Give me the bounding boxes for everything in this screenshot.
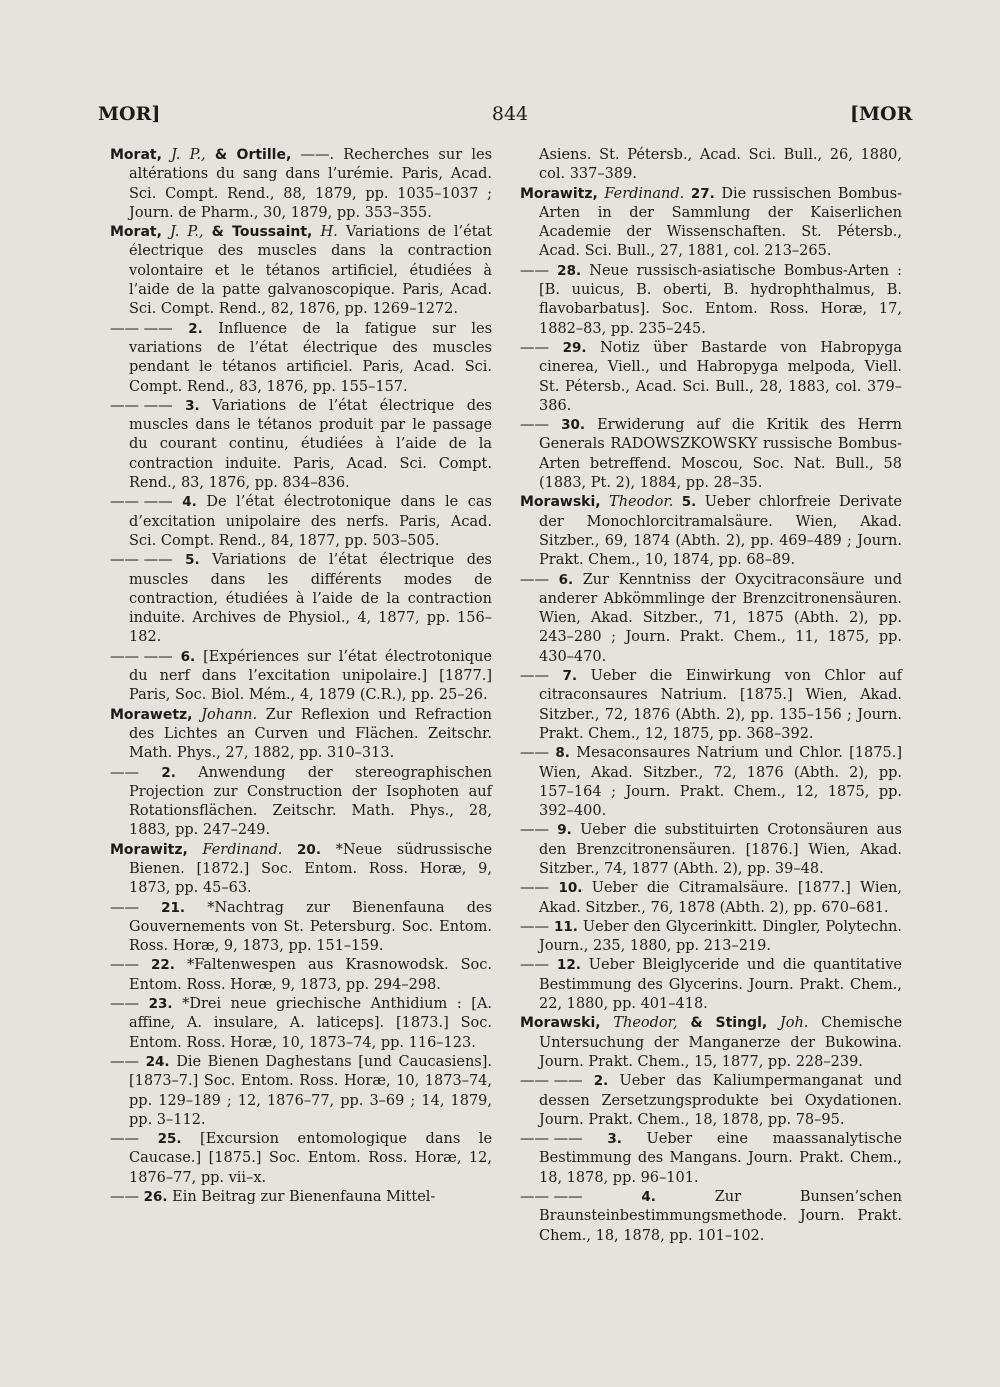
coauthor-forename: H. xyxy=(320,224,338,241)
entry-number: 12. xyxy=(556,957,581,974)
entry-text: Mesaconsaures Natrium und Chlor. [1875.] Wien, Akad. Sitzber., 72, 1876 (Abth. 2), pp. 157–164 ; Journ. Prakt. Chem., 12, 1875, pp. 392–400. xyxy=(539,745,903,820)
ditto-dash: —— xyxy=(110,1189,139,1206)
bibliography-entry xyxy=(520,416,902,493)
author-forename: J. P., xyxy=(170,224,204,241)
author-forename: Theodor. xyxy=(609,494,674,511)
entry-text: Ueber chlorfreie Derivate der Monochlorcitramalsäure. Wien, Akad. Sitzber., 69, 1874 (Abth. 2), pp. 469–489 ; Journ. Prakt. Chem., 10, 1874, pp. 68–89. xyxy=(539,494,902,569)
ditto-dash: —— xyxy=(520,668,549,685)
entry-number: 8. xyxy=(555,745,570,762)
ditto-dash: —— xyxy=(520,417,549,434)
coauthor-name: & Ortille, xyxy=(214,147,292,163)
bibliography-entry xyxy=(110,899,492,957)
ditto-dash: —— xyxy=(110,899,139,916)
bibliography-entry xyxy=(110,397,492,493)
ditto-dash: —— xyxy=(110,996,139,1013)
ditto-dash: —— xyxy=(110,1131,139,1148)
entry-text: *Nachtrag zur Bienenfauna des Gouvernements von St. Petersburg. Soc. Entom. Ross. Horæ, 9, 1873, pp. 151–159. xyxy=(129,899,493,955)
right-column xyxy=(520,146,902,1246)
bibliography-entry xyxy=(110,1130,492,1188)
entry-text: *Drei neue griechische Anthidium : [A. affine, A. insulare, A. laticeps]. [1873.] Soc. Entom. Ross. Horæ, 10, 1873–74, pp. 116–123. xyxy=(129,996,493,1051)
ditto-dash: —— xyxy=(520,822,549,839)
entry-text: Neue russisch-asiatische Bombus-Arten : [B. uuicus, B. oberti, B. hydrophthalmus, B. flavobarbatus]. Soc. Entom. Ross. Horæ, 17, 1882–83, pp. 235–245. xyxy=(539,262,902,337)
entry-text: Ueber den Glycerinkitt. Dingler, Polytechn. Journ., 235, 1880, pp. 213–219. xyxy=(539,918,902,955)
ditto-dash: —— xyxy=(520,745,549,762)
bibliography-entry xyxy=(110,1053,492,1130)
entry-number: 2. xyxy=(161,764,176,781)
entry-number: 11. xyxy=(554,918,578,935)
entry-text: *Faltenwespen aus Krasnowodsk. Soc. Entom. Ross. Horæ, 9, 1873, pp. 294–298. xyxy=(129,957,492,993)
ditto-dash: —— xyxy=(520,262,549,279)
author-forename: Ferdinand. xyxy=(202,841,283,858)
bibliography-entry xyxy=(110,146,492,223)
bibliography-entry xyxy=(110,648,492,706)
entry-number: 6. xyxy=(180,648,196,665)
entry-number: 9. xyxy=(557,822,572,839)
entry-number: 21. xyxy=(161,899,186,916)
entry-text: Die Bienen Daghestans [und Caucasiens]. [1873–7.] Soc. Entom. Ross. Horæ, 10, 1873–74, pp. 129–189 ; 12, 1876–77, pp. 3–69 ; 14, 1879, pp. 3–112. xyxy=(129,1053,493,1128)
entry-number: 27. xyxy=(690,185,715,202)
entry-text: Ein Beitrag zur Bienenfauna Mittel- xyxy=(172,1189,436,1206)
entry-text: Ueber die Einwirkung von Chlor auf citraconsaures Natrium. [1875.] Wien, Akad. Sitzber., 72, 1876 (Abth. 2), pp. 135–156 ; Journ. Prakt. Chem., 12, 1875, pp. 368–392. xyxy=(539,668,903,742)
entry-number: 20. xyxy=(297,841,321,858)
entry-text: Influence de la fatigue sur les variations de l’état électrique des muscles pendant le tétanos artificiel. Paris, Acad. Sci. Compt. Rend., 83, 1876, pp. 155–157. xyxy=(129,320,493,395)
entry-number: 5. xyxy=(185,552,200,569)
bibliography-entry xyxy=(520,667,902,744)
entry-text: Anwendung der stereographischen Projection zur Construction der Isophoten auf Rotationsflächen. Zeitschr. Math. Phys., 28, 1883, pp. 247–249. xyxy=(129,764,492,839)
ditto-dash: —— xyxy=(110,764,139,781)
bibliography-entry xyxy=(520,339,902,416)
ditto-dash: —— —— xyxy=(110,397,173,414)
bibliography-entry xyxy=(110,995,492,1053)
running-head-right: [MOR xyxy=(850,103,913,125)
entry-text: Variations de l’état électrique des muscles dans la contraction volontaire et le tétanos artificiel, étudiées à l’aide de la patte galvanoscopique. Paris, Acad. Sci. Compt. Rend., 82, 1876, pp. 1269–1272. xyxy=(129,224,493,318)
ditto-dash: —— —— xyxy=(110,552,173,569)
entry-text: Ueber Bleiglyceride und die quantitative Bestimmung des Glycerins. Journ. Prakt. Chem., 22, 1880, pp. 401–418. xyxy=(539,957,903,1013)
bibliography-entry xyxy=(520,744,902,821)
bibliography-entry xyxy=(520,571,902,667)
bibliography-entry xyxy=(520,1014,902,1072)
entry-number: 29. xyxy=(562,339,587,356)
bibliography-entry xyxy=(110,764,492,841)
author-name: Morawitz, xyxy=(520,185,598,202)
entry-number: 5. xyxy=(681,494,697,511)
author-name: Morawski, xyxy=(520,1015,601,1032)
author-name: Morawetz, xyxy=(110,706,193,723)
ditto-dash: —— —— xyxy=(520,1131,583,1148)
entry-number: 10. xyxy=(558,880,583,897)
bibliography-entry xyxy=(520,1188,902,1246)
entry-number: 24. xyxy=(145,1053,170,1070)
entry-number: 7. xyxy=(562,668,578,685)
entry-number: 25. xyxy=(157,1131,182,1148)
entry-text: Chemische Untersuchung der Manganerze der Bukowina. Journ. Prakt. Chem., 15, 1877, pp. 228–239. xyxy=(539,1015,903,1070)
entry-text: ——. Recherches sur les altérations du sang dans l’urémie. Paris, Acad. Sci. Compt. Rend., 88, 1879, pp. 1035–1037 ; Journ. de Pharm., 30, 1879, pp. 353–355. xyxy=(129,147,493,221)
coauthor-forename: Joh. xyxy=(779,1015,809,1032)
bibliography-entry xyxy=(110,841,492,899)
ditto-dash: —— xyxy=(110,957,139,974)
ditto-dash: —— —— xyxy=(520,1189,583,1206)
coauthor-name: & Stingl, xyxy=(690,1015,768,1032)
ditto-dash: —— xyxy=(110,1053,139,1070)
bibliography-entry xyxy=(110,551,492,647)
running-head-left: MOR] xyxy=(98,103,161,125)
entry-text: Notiz über Bastarde von Habropyga cinerea, Viell., und Habropyga melpoda, Viell. St. Pétersb., Acad. Sci. Bull., 28, 1883, col. 379–386. xyxy=(539,339,903,414)
bibliography-entry xyxy=(520,918,902,957)
bibliography-entry xyxy=(520,1130,902,1188)
entry-text: Erwiderung auf die Kritik des Herrn Generals RADOWSZKOWSKY russische Bombus-Arten betreffend. Moscou, Soc. Nat. Bull., 58 (1883, Pt. 2), 1884, pp. 28–35. xyxy=(539,417,902,492)
entry-text: Ueber die Citramalsäure. [1877.] Wien, Akad. Sitzber., 76, 1878 (Abth. 2), pp. 670–681. xyxy=(539,880,902,916)
ditto-dash: —— xyxy=(520,339,549,356)
author-forename: Johann. xyxy=(201,706,258,723)
left-column xyxy=(110,146,492,1207)
entry-number: 22. xyxy=(151,957,175,974)
bibliography-entry xyxy=(520,185,902,262)
bibliography-entry xyxy=(110,1188,492,1207)
ditto-dash: —— —— xyxy=(110,320,173,337)
coauthor-name: & Toussaint, xyxy=(211,224,313,241)
entry-text: [Expériences sur l’état électrotonique du nerf dans l’excitation unipolaire.] [1877.] Paris, Soc. Biol. Mém., 4, 1879 (C.R.), pp. 25–26. xyxy=(129,648,493,704)
entry-text: Variations de l’état électrique des muscles dans les différents modes de contraction, étudiées à l’aide de la contraction induite. Archives de Physiol., 4, 1877, pp. 156–182. xyxy=(129,552,492,646)
author-name: Morawski, xyxy=(520,494,601,511)
entry-text: Variations de l’état électrique des muscles dans le tétanos produit par le passage du courant continu, étudiées à l’aide de la contraction induite. Paris, Acad. Sci. Compt. Rend., 83, 1876, pp. 834–836. xyxy=(129,397,492,492)
ditto-dash: —— —— xyxy=(110,494,173,511)
entry-text: Die russischen Bombus-Arten in der Sammlung der Kaiserlichen Academie der Wissenschaften. St. Pétersb., Acad. Sci. Bull., 27, 1881, col. 213–265. xyxy=(539,185,902,260)
bibliography-entry xyxy=(520,262,902,339)
entry-text: Zur Bunsen’schen Braunsteinbestimmungsmethode. Journ. Prakt. Chem., 18, 1878, pp. 101–102. xyxy=(539,1189,902,1244)
entry-number: 4. xyxy=(641,1189,656,1206)
author-forename: Theodor, xyxy=(613,1015,678,1032)
entry-text: [Excursion entomologique dans le Caucase.] [1875.] Soc. Entom. Ross. Horæ, 12, 1876–77, pp. vii–x. xyxy=(129,1131,493,1186)
bibliography-entry xyxy=(520,879,902,918)
bibliography-entry xyxy=(110,706,492,764)
entry-text: Ueber eine maassanalytische Bestimmung des Mangans. Journ. Prakt. Chem., 18, 1878, pp. 96–101. xyxy=(539,1131,903,1186)
entry-number: 6. xyxy=(558,571,574,588)
ditto-dash: —— xyxy=(520,957,549,974)
entry-text: Zur Kenntniss der Oxycitraconsäure und anderer Abkömmlinge der Brenzcitronensäuren. Wien, Akad. Sitzber., 71, 1875 (Abth. 2), pp. 243–280 ; Journ. Prakt. Chem., 11, 1875, pp. 430–470. xyxy=(539,571,903,665)
ditto-dash: —— xyxy=(520,880,549,897)
entry-text: *Neue südrussische Bienen. [1872.] Soc. Entom. Ross. Horæ, 9, 1873, pp. 45–63. xyxy=(129,841,493,897)
bibliography-entry xyxy=(110,956,492,995)
entry-text: De l’état électrotonique dans le cas d’excitation unipolaire des nerfs. Paris, Acad. Sci. Compt. Rend., 84, 1877, pp. 503–505. xyxy=(129,494,493,549)
entry-number: 30. xyxy=(561,417,585,434)
entry-number: 3. xyxy=(607,1131,622,1148)
entry-text: Zur Reflexion und Refraction des Lichtes an Curven und Flächen. Zeitschr. Math. Phys., 27, 1882, pp. 310–313. xyxy=(129,706,492,762)
author-name: Morat, xyxy=(110,224,162,241)
author-name: Morat, xyxy=(110,147,162,163)
entry-number: 23. xyxy=(148,996,173,1013)
entry-number: 26. xyxy=(143,1189,168,1206)
ditto-dash: —— xyxy=(520,571,549,588)
entry-text: Asiens. St. Pétersb., Acad. Sci. Bull., 26, 1880, col. 337–389. xyxy=(539,147,902,183)
entry-number: 28. xyxy=(557,262,582,279)
ditto-dash: —— —— xyxy=(520,1073,583,1090)
bibliography-entry xyxy=(520,821,902,879)
ditto-dash: —— xyxy=(520,918,549,935)
page-number: 844 xyxy=(491,103,529,125)
entry-number: 2. xyxy=(188,320,203,337)
bibliography-entry xyxy=(110,320,492,397)
bibliography-entry xyxy=(520,493,902,570)
entry-number: 4. xyxy=(182,494,197,511)
author-name: Morawitz, xyxy=(110,841,188,858)
bibliography-entry xyxy=(520,1072,902,1130)
entry-number: 2. xyxy=(593,1073,609,1090)
entry-text: Ueber das Kaliumpermanganat und dessen Zersetzungsprodukte bei Oxydationen. Journ. Prakt. Chem., 18, 1878, pp. 78–95. xyxy=(539,1073,903,1128)
bibliography-entry xyxy=(520,146,902,185)
author-forename: Ferdinand. xyxy=(604,185,685,202)
bibliography-entry xyxy=(110,493,492,551)
entry-number: 3. xyxy=(185,397,200,414)
bibliography-entry xyxy=(520,956,902,1014)
bibliography-entry xyxy=(110,223,492,319)
ditto-dash: —— —— xyxy=(110,648,173,665)
author-forename: J. P., xyxy=(171,147,206,163)
entry-text: Ueber die substituirten Crotonsäuren aus den Brenzcitronensäuren. [1876.] Wien, Akad. Sitzber., 74, 1877 (Abth. 2), pp. 39–48. xyxy=(539,822,902,877)
